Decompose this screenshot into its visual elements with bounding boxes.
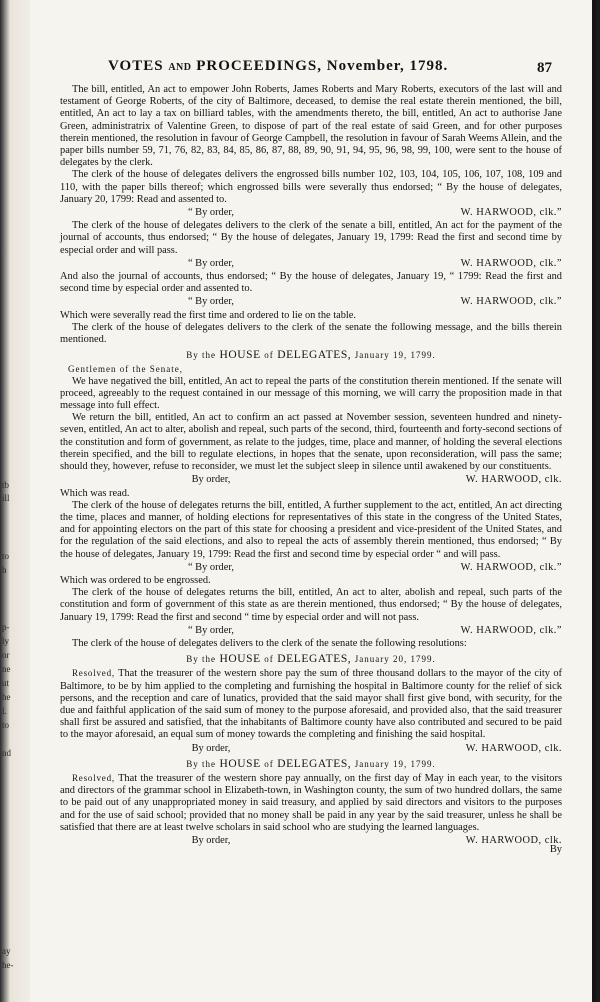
resolved-label: Resolved, <box>72 772 115 783</box>
header-date: November, 1798. <box>326 58 449 74</box>
margin-fragment: ay <box>2 946 11 956</box>
margin-fragment: to <box>2 720 10 730</box>
house-by: By the <box>186 654 216 665</box>
clerk-name: W. HARWOOD, clk.” <box>460 561 562 573</box>
margin-fragment: he <box>2 692 11 702</box>
house-of: of <box>264 654 274 665</box>
by-order: “ By order, <box>187 561 235 573</box>
by-order: By order, <box>191 834 231 846</box>
page-body <box>60 84 562 856</box>
house-of: of <box>264 350 274 361</box>
resolution-text: That the treasurer of the western shore pay annually, on the first day of May in each year, to the visitors and directors of the grammar school in Elizabeth-town, in Washington county, the sum of two hundred dollars, the same to be paid out of any unappropriated money in said treasury, and applied by said directors and visitors to the purposes and for the use of said school; provided that no money shall be paid in any year by the said treasurer, unless he shall be satisfied that there are at least twelve scholars in said school who are studying the learned languages. <box>60 772 562 833</box>
paragraph: The clerk of the house of delegates returns the bill, entitled, A further supplement to the act, entitled, An act directing the time, places and manner, of holding elections for representatives of this state in the congress of the United States, and for appointing electors on the part of this state for choosing a president and vice-president of the United States, and for the regulation of the said elections, and also to repeal the acts of assembly therein mentioned, thus endorsed; “ By the house of delegates, January 19, 1799: Read the first and second time by especial order “ and will pass. <box>60 499 562 560</box>
house-name: HOUSE <box>219 757 261 770</box>
clerk-name: W. HARWOOD, clk. <box>465 834 562 846</box>
by-order: “ By order, <box>187 296 235 308</box>
clerk-name: W. HARWOOD, clk. <box>465 742 562 754</box>
paragraph: We have negatived the bill, entitled, An act to repeal the parts of the constitution therein mentioned. If the senate will proceed, agreeably to the request contained in our message of this morning, we will carry the proposition made in that message into full effect. <box>60 375 562 412</box>
signature-line <box>60 296 562 308</box>
clerk-name: W. HARWOOD, clk.” <box>460 207 562 219</box>
paragraph: Which was ordered to be engrossed. <box>60 574 211 586</box>
running-header <box>108 60 556 74</box>
resolution <box>60 772 562 834</box>
margin-fragment: to <box>2 551 10 561</box>
signature-line <box>60 474 562 486</box>
paragraph: The clerk of the house of delegates delivers to the clerk of the senate the following message, and the bills therein mentioned. <box>60 321 562 346</box>
margin-fragment: or <box>2 650 10 660</box>
by-order: By order, <box>191 474 231 486</box>
signature-line <box>60 743 562 755</box>
clerk-name: W. HARWOOD, clk.” <box>460 624 562 636</box>
paragraph: Which was read. <box>60 487 130 499</box>
house-delegates: DELEGATES, <box>277 653 352 666</box>
paragraph: We return the bill, entitled, An act to confirm an act passed at November session, seventeen hundred and ninety-seven, entitled, An act to alter, abolish and repeal, such parts of the second, third, fourteenth and forty-second sections of the constitution and form of government, as relate to the judges, time, place and manner, of holding the several elections therein specified, and the bill to regulate elections, in hopes that the senate, upon reconsideration, will pass the same; should they, however, refuse to reconsider, we must let the subject sleep in silence until awakened by our constituents. <box>60 412 562 473</box>
house-by: By the <box>186 758 216 769</box>
document-page <box>30 0 596 1002</box>
clerk-name: W. HARWOOD, clk.” <box>460 257 562 269</box>
house-heading <box>60 349 562 361</box>
margin-fragment: ne <box>2 664 11 674</box>
catchword: By <box>549 844 562 856</box>
margin-fragment: p- <box>2 622 10 632</box>
paragraph: Which were severally read the first time and ordered to lie on the table. <box>60 309 357 321</box>
by-order: “ By order, <box>187 257 235 269</box>
by-order: By order, <box>191 742 231 754</box>
margin-fragment: tb <box>2 480 10 490</box>
page-number: 87 <box>537 60 552 76</box>
margin-fragment: h <box>2 565 7 575</box>
house-name: HOUSE <box>219 349 261 362</box>
signature-line <box>60 207 562 219</box>
house-heading <box>60 653 562 665</box>
margin-fragment: ut <box>2 678 10 688</box>
paragraph: The clerk of the house of delegates delivers the engrossed bills number 102, 103, 104, 105, 106, 107, 108, 109 and 110, with the paper bills thereof; which engrossed bills were severally thus endorsed; “ By the house of delegates, January 20, 1799: Read and assented to. <box>60 169 562 205</box>
header-and: AND <box>168 62 192 73</box>
paragraph: The clerk of the house of delegates returns the bill, entitled, An act to alter, abolish and repeal, such parts of the constitution and form of government of this state as are therein mentioned, thus endorsed; “ By the house of delegates, January 19, 1799: Read the first and second “ time by especial order and will not pass. <box>60 587 562 623</box>
margin-fragment: ill <box>2 493 10 503</box>
house-delegates: DELEGATES, <box>277 757 352 770</box>
clerk-name: W. HARWOOD, clk. <box>465 474 562 486</box>
header-votes: VOTES <box>108 58 164 74</box>
clerk-name: W. HARWOOD, clk.” <box>460 296 562 308</box>
house-heading <box>60 758 562 770</box>
house-delegates: DELEGATES, <box>277 349 352 362</box>
header-proceedings: PROCEEDINGS, <box>196 58 323 74</box>
margin-fragment: l. <box>2 706 7 716</box>
house-by: By the <box>186 350 216 361</box>
house-date: January 20, 1799. <box>354 654 436 665</box>
by-order: “ By order, <box>187 624 235 636</box>
margin-fragment: nd <box>2 748 11 758</box>
paragraph: The clerk of the house of delegates delivers to the clerk of the senate a bill, entitled, An act for the payment of the journal of accounts, thus endorsed; “ By the house of delegates, January 19, 1799: Read the first and second time by especial order and will pass. <box>60 220 562 256</box>
salutation: Gentlemen of the Senate, <box>68 364 183 375</box>
resolution-text: That the treasurer of the western shore pay the sum of three thousand dollars to the mayor of the city of Baltimore, to be by him applied to the completing and furnishing the hospital in Baltimore county for the relief of sick persons, and the reception and care of lunatics, provided that the said mayor shall first give bond, with security, for the due and faithful application of the said sum of money to the purpose aforesaid, and provided also, that the said treasurer shall first be assured and satisfied, that the inhabitants of Baltimore county have also contributed and secured to be paid to the mayor aforesaid, an equal sum of money towards the completing and finishing the said hospital. <box>60 668 562 741</box>
facing-page-margin <box>0 0 30 1002</box>
signature-line <box>60 258 562 270</box>
paragraph: And also the journal of accounts, thus endorsed; “ By the house of delegates, January 19, “ 1799: Read the first and second time by especial order and assented to. <box>60 271 562 295</box>
resolution <box>60 667 562 741</box>
signature-line <box>60 625 562 637</box>
by-order: “ By order, <box>187 207 235 219</box>
house-date: January 19, 1799. <box>354 758 436 769</box>
paragraph: The bill, entitled, An act to empower John Roberts, James Roberts and Mary Roberts, executors of the last will and testament of George Roberts, of the city of Baltimore, deceased, to demise the real estate therein mentioned, the bill, entitled, An act to lay a tax on billiard tables, with the amendments thereto, the bill, entitled, An act to authorise Jane Green, administratrix of Valentine Green, to dispose of part of the real estate of said Green, and for other purposes therein mentioned, the resolution in favour of George Campbell, the resolution in favour of Sarah Weems Allein, and the paper bills number 59, 71, 76, 82, 83, 84, 85, 86, 87, 88, 89, 90, 91, 94, 95, 96, 98, 99, 100, were sent to the house of delegates by the clerk. <box>60 84 562 169</box>
margin-fragment: ly <box>2 636 10 646</box>
margin-fragment: he- <box>2 960 14 970</box>
house-of: of <box>264 758 274 769</box>
paragraph: The clerk of the house of delegates delivers to the clerk of the senate the following resolutions: <box>72 637 467 649</box>
resolved-label: Resolved, <box>72 668 115 679</box>
house-date: January 19, 1799. <box>354 350 436 361</box>
signature-line <box>60 562 562 574</box>
signature-line <box>60 835 562 847</box>
page-edge <box>592 0 596 1002</box>
house-name: HOUSE <box>219 653 261 666</box>
